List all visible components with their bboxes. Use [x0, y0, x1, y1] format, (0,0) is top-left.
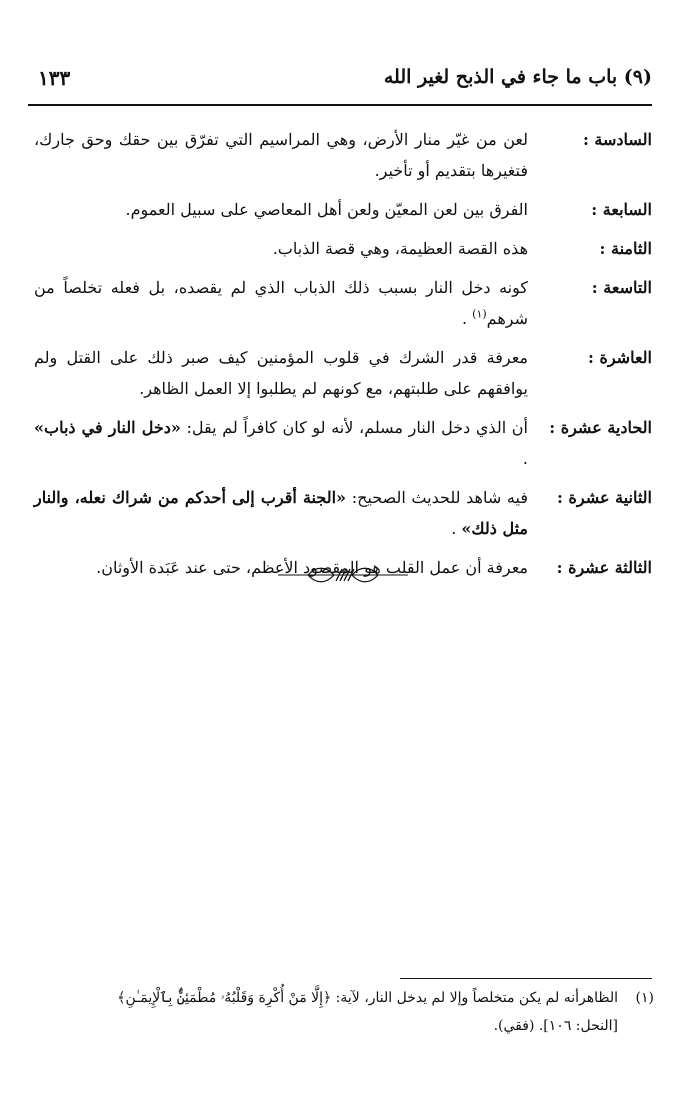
entry-text: لعن من غيّر منار الأرض، وهي المراسيم التي تفرّق بين حقك وحق جارك، فتغيرها بتقديم أو تأخير. [34, 130, 528, 180]
entry-label: السابعة : [591, 200, 652, 219]
entry-text: معرفة أن عمل القلب هو المقصود الأعظم، حتى عند عَبَدة الأوثان. [96, 558, 528, 577]
footnote-line [34, 984, 654, 1012]
entry-text-end: . [522, 449, 528, 468]
list-item [34, 194, 652, 225]
entry-label: الحادية عشرة : [549, 418, 652, 437]
chapter-title: (٩) باب ما جاء في الذبح لغير الله [383, 66, 652, 88]
list-item [34, 482, 652, 544]
entry-label: التاسعة : [591, 278, 652, 297]
entry-label: العاشرة : [587, 348, 652, 367]
entry-label: الثالثة عشرة : [556, 558, 652, 577]
entry-text [34, 272, 534, 334]
entry-text-body: فيه شاهد للحديث الصحيح: [346, 488, 528, 507]
entry-text [34, 482, 534, 544]
issues-list [34, 124, 652, 591]
list-item [34, 124, 652, 186]
entry-text-body: أن الذي دخل النار مسلم، لأنه لو كان كافراً لم يقل: [180, 418, 529, 437]
hadith-quote: «الجنة أقرب إلى أحدكم من شراك نعله، والنار مثل ذلك» [34, 488, 528, 538]
entry-text: هذه القصة العظيمة، وهي قصة الذباب. [272, 239, 528, 258]
footnote-number: (١) [635, 990, 654, 1006]
footnote [34, 984, 654, 1040]
entry-text-end: . [451, 519, 462, 538]
list-item [34, 233, 652, 264]
list-item [34, 412, 652, 474]
entry-text: الفرق بين لعن المعيّن ولعن أهل المعاصي على سبيل العموم. [125, 200, 528, 219]
entry-label: الثانية عشرة : [557, 488, 652, 507]
entry-text-body: كونه دخل النار بسبب ذلك الذباب الذي لم يقصده، بل فعله تخلصاً من شرهم [34, 278, 528, 328]
section-ornament [278, 562, 408, 588]
footnote-citation: [النحل: ١٠٦]. (فقي). [493, 1018, 618, 1034]
entry-text [34, 412, 534, 474]
entry-text-end: . [461, 309, 473, 328]
list-item [34, 342, 652, 404]
page-number: ١٣٣ [38, 66, 71, 90]
footnote-text: الظاهرأنه لم يكن متخلصاً وإلا لم يدخل النار، لآية: ﴿إِلَّا مَنْ أُكْرِهَ وَقَلْبُهُۥ مُطْمَئِنٌّۢ بِٱلْإِيمَـٰنِ﴾ [117, 990, 618, 1006]
entry-label: السادسة : [582, 130, 652, 149]
header-divider [28, 104, 652, 106]
list-item [34, 272, 652, 334]
entry-text: معرفة قدر الشرك في قلوب المؤمنين كيف صبر ذلك على القتل ولم يوافقهم على طلبتهم، مع كونهم لم يطلبوا إلا العمل الظاهر. [34, 348, 528, 398]
running-header [28, 62, 652, 98]
footnote-divider [400, 978, 652, 979]
footnote-reference[interactable]: (١) [472, 307, 487, 321]
hadith-quote: «دخل النار في ذباب» [34, 418, 181, 437]
entry-label: الثامنة : [599, 239, 652, 258]
